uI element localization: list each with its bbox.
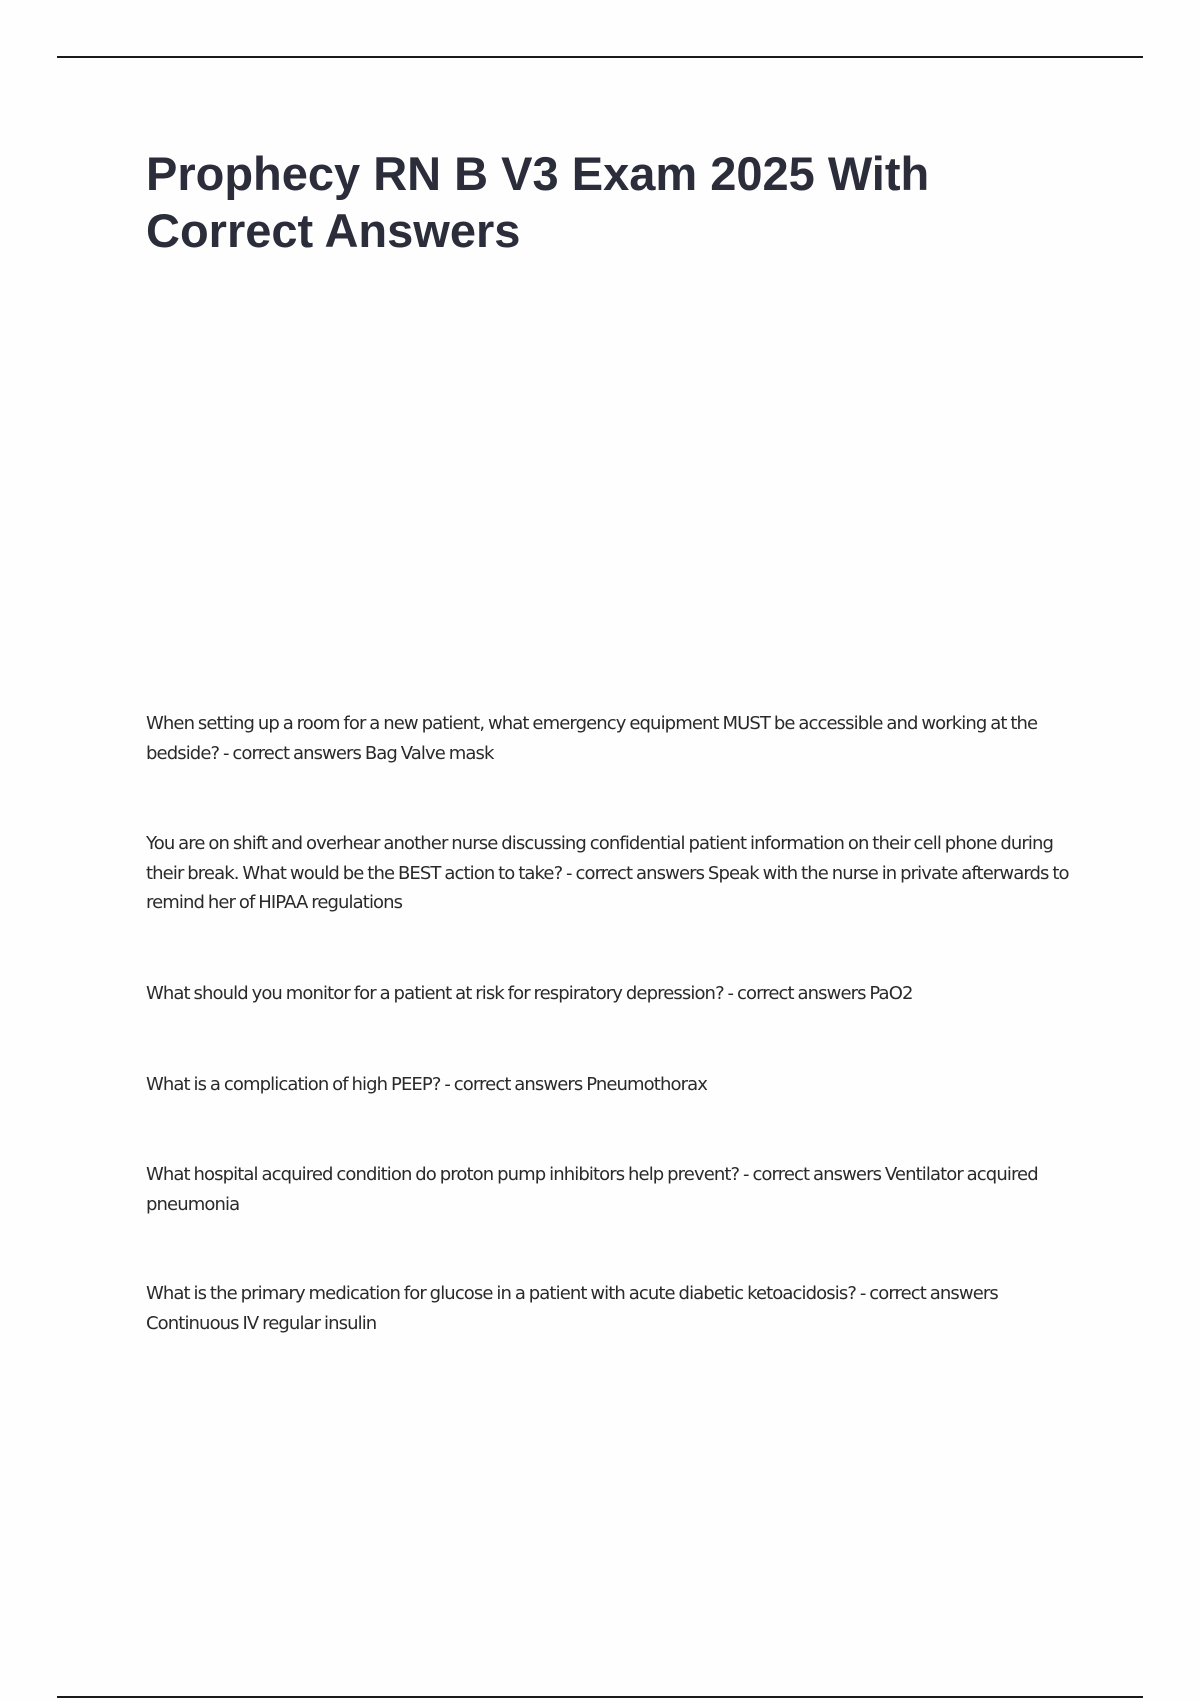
question-answer-item: What is the primary medication for glucose in a patient with acute diabetic ketoacidosis? - correct answers Continuous IV regular insulin bbox=[146, 1283, 998, 1334]
question-answer-item: What is a complication of high PEEP? - correct answers Pneumothorax bbox=[146, 1074, 707, 1095]
question-answer-item: What hospital acquired condition do proton pump inhibitors help prevent? - correct answers Ventilator acquired pneumonia bbox=[146, 1164, 1038, 1215]
top-divider bbox=[57, 56, 1143, 58]
question-answer-item: What should you monitor for a patient at risk for respiratory depression? - correct answers PaO2 bbox=[146, 983, 913, 1004]
document-title: Prophecy RN B V3 Exam 2025 With Correct Answers bbox=[146, 147, 930, 257]
question-answer-item: You are on shift and overhear another nurse discussing confidential patient information on their cell phone during their break. What would be the BEST action to take? - correct answers Speak with the nurse in private afterwards to remind her of HIPAA regulations bbox=[146, 833, 1069, 913]
bottom-divider bbox=[57, 1696, 1143, 1698]
question-answer-item: When setting up a room for a new patient, what emergency equipment MUST be accessible and working at the bedside? - correct answers Bag Valve mask bbox=[146, 713, 1038, 764]
